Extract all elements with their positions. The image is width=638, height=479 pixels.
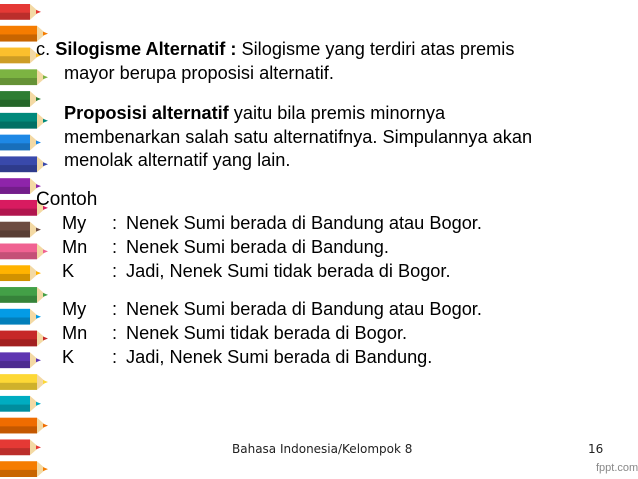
example-label: K	[62, 347, 75, 367]
example-row	[36, 235, 626, 259]
heading-desc-1: Silogisme yang terdiri atas premis	[236, 39, 515, 59]
example-label: Mn	[62, 237, 88, 257]
example-label: Mn	[62, 323, 88, 343]
pencil-icon	[0, 135, 41, 151]
example-list	[36, 211, 626, 369]
pencil-icon	[0, 418, 48, 434]
example-row	[36, 345, 626, 369]
example-label: K	[62, 261, 75, 281]
pencil-icon	[0, 396, 41, 412]
example-text: Nenek Sumi tidak berada di Bogor.	[126, 323, 408, 343]
pencil-icon	[0, 374, 48, 390]
example-text: Jadi, Nenek Sumi tidak berada di Bogor.	[126, 261, 451, 281]
example-row	[36, 297, 626, 321]
example-text: Nenek Sumi berada di Bandung atau Bogor.	[126, 299, 482, 319]
heading-term: Silogisme Alternatif :	[55, 39, 237, 59]
pencil-icon	[0, 265, 41, 281]
pencil-icon	[0, 91, 41, 107]
example-text: Nenek Sumi berada di Bandung.	[126, 237, 389, 257]
definition-desc-2: membenarkan salah satu alternatifnya. Simpulannya akan	[64, 126, 533, 147]
pencil-icon	[0, 352, 41, 368]
example-sep: :	[112, 237, 118, 257]
watermark-text: fppt.com	[596, 462, 638, 474]
pencil-icon	[0, 222, 41, 238]
definition-term: Proposisi alternatif	[64, 103, 229, 123]
footer-text: Bahasa Indonesia/Kelompok 8	[232, 442, 413, 456]
example-row	[36, 259, 626, 283]
example-sep: :	[112, 323, 118, 343]
example-text: Nenek Sumi berada di Bandung atau Bogor.	[126, 213, 482, 233]
slide-content	[36, 38, 626, 369]
example-text: Jadi, Nenek Sumi berada di Bandung.	[126, 347, 433, 367]
pencil-icon	[0, 178, 41, 194]
pencil-icon	[0, 309, 41, 325]
example-sep: :	[112, 347, 118, 367]
heading-prefix: c.	[36, 39, 56, 59]
definition-line-1	[36, 102, 626, 126]
example-sep: :	[112, 261, 118, 281]
example-sep: :	[112, 213, 118, 233]
definition-desc-1: yaitu bila premis minornya	[228, 103, 446, 123]
heading-line-1	[36, 38, 626, 62]
example-label: My	[62, 213, 87, 233]
example-title: Contoh	[36, 188, 98, 210]
example-sep: :	[112, 299, 118, 319]
definition-desc-3: menolak alternatif yang lain.	[64, 150, 291, 170]
example-row	[36, 321, 626, 345]
example-row	[36, 211, 626, 235]
example-label: My	[62, 299, 87, 319]
pencil-icon	[0, 48, 41, 64]
pencil-icon	[0, 461, 48, 477]
page-number: 16	[588, 442, 604, 456]
pencil-icon	[0, 4, 41, 20]
pencil-icon	[0, 439, 41, 455]
heading-desc-2: mayor berupa proposisi alternatif.	[64, 62, 334, 83]
